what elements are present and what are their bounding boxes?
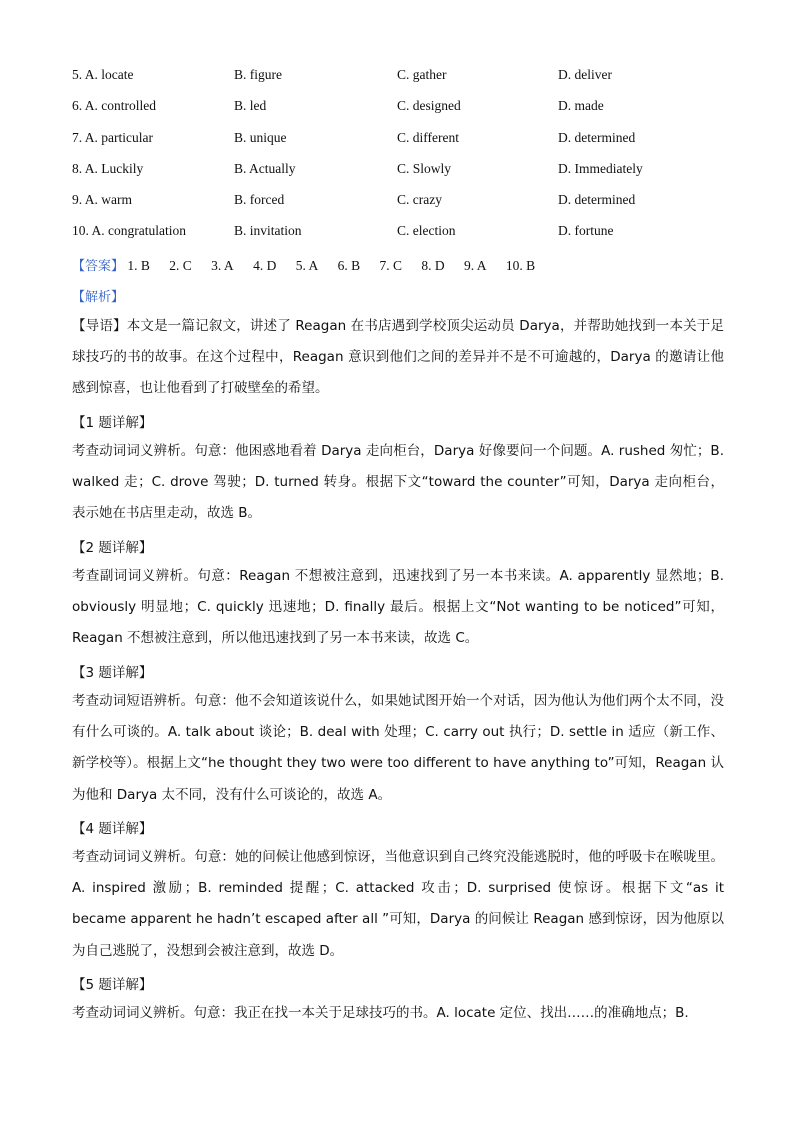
option-d: D. determined (558, 192, 636, 207)
option-b: B. unique (234, 130, 287, 145)
option-row-7 (0, 130, 794, 150)
option-a: 8. A. Luckily (72, 161, 144, 176)
option-b: B. led (234, 98, 267, 113)
section-text-1: 考查动词词义辨析。句意：他困惑地看着 Darya 走向柜台，Darya 好像要问一个问题。A. rushed 匆忙；B. walked 走；C. drove 驾驶；D. turned 转身。根据下文“toward the counter”可知，Darya 走向柜台，表示她在书店里走动，故选 B。 (72, 443, 724, 522)
answer-item: 6. B (337, 258, 361, 273)
option-d: D. Immediately (558, 161, 643, 176)
option-a: 6. A. controlled (72, 98, 156, 113)
section-heading-4: 【4 题详解】 (72, 821, 153, 837)
answer-item: 8. D (421, 258, 445, 273)
section-text-4: 考查动词词义辨析。句意：她的问候让他感到惊讶，当他意识到自己终究没能逃脱时，他的呼吸卡在喉咙里。A. inspired 激励；B. reminded 提醒；C. attacked 攻击；D. surprised 使惊讶。根据下文“as it became apparent he hadn’t escaped after all ”可知，Darya 的问候让 Reagan 感到惊讶，因为他原以为自己逃脱了，没想到会被注意到，故选 D。 (72, 849, 724, 959)
option-d: D. determined (558, 130, 636, 145)
option-c: C. different (397, 130, 459, 145)
section-heading-5: 【5 题详解】 (72, 977, 153, 993)
answer-item: 7. C (379, 258, 402, 273)
answer-item: 10. B (505, 258, 536, 273)
option-c: C. designed (397, 98, 461, 113)
answer-item: 5. A (295, 258, 319, 273)
option-a: 10. A. congratulation (72, 223, 186, 238)
answer-item: 9. A (463, 258, 487, 273)
option-row-6 (0, 98, 794, 118)
section-heading-2: 【2 题详解】 (72, 540, 153, 556)
section-text-5: 考查动词词义辨析。句意：我正在找一本关于足球技巧的书。A. locate 定位、找出……的准确地点；B. (72, 1005, 689, 1021)
answer-item: 3. A (211, 258, 234, 273)
option-b: B. figure (234, 67, 282, 82)
answer-tag: 【答案】 (72, 259, 125, 274)
answer-item: 2. C (169, 258, 192, 273)
analysis-tag: 【解析】 (72, 290, 125, 305)
intro-paragraph: 【导语】本文是一篇记叙文，讲述了 Reagan 在书店遇到学校顶尖运动员 Darya，并帮助她找到一本关于足球技巧的书的故事。在这个过程中，Reagan 意识到他们之间的差异并不是不可逾越的，Darya 的邀请让他感到惊喜，也让他看到了打破壁垒的希望。 (72, 318, 724, 397)
option-row-10 (0, 223, 794, 243)
section-text-3: 考查动词短语辨析。句意：他不会知道该说什么，如果她试图开始一个对话，因为他认为他们两个太不同，没有什么可谈的。A. talk about 谈论；B. deal with 处理；C. carry out 执行；D. settle in 适应（新工作、新学校等）。根据上文“he thought they two were too different to have anything to”可知，Reagan 认为他和 Darya 太不同，没有什么可谈论的，故选 A。 (72, 693, 724, 803)
option-row-5 (0, 67, 794, 87)
option-a: 7. A. particular (72, 130, 153, 145)
answer-line (72, 255, 732, 274)
option-row-9 (0, 192, 794, 212)
option-b: B. Actually (234, 161, 296, 176)
option-d: D. made (558, 98, 604, 113)
option-c: C. gather (397, 67, 447, 82)
section-text-2: 考查副词词义辨析。句意：Reagan 不想被注意到，迅速找到了另一本书来读。A. apparently 显然地；B. obviously 明显地；C. quickly 迅速地；D. finally 最后。根据上文“Not wanting to be noticed”可知，Reagan 不想被注意到，所以他迅速找到了另一本书来读，故选 C。 (72, 568, 724, 647)
option-b: B. forced (234, 192, 285, 207)
option-row-8 (0, 161, 794, 181)
option-a: 5. A. locate (72, 67, 134, 82)
answer-item: 4. D (253, 258, 277, 273)
section-heading-3: 【3 题详解】 (72, 665, 153, 681)
option-d: D. fortune (558, 223, 614, 238)
option-b: B. invitation (234, 223, 302, 238)
section-heading-1: 【1 题详解】 (72, 415, 153, 431)
option-c: C. Slowly (397, 161, 452, 176)
option-a: 9. A. warm (72, 192, 132, 207)
option-c: C. crazy (397, 192, 442, 207)
answer-item: 1. B (127, 258, 150, 273)
option-c: C. election (397, 223, 456, 238)
option-d: D. deliver (558, 67, 612, 82)
